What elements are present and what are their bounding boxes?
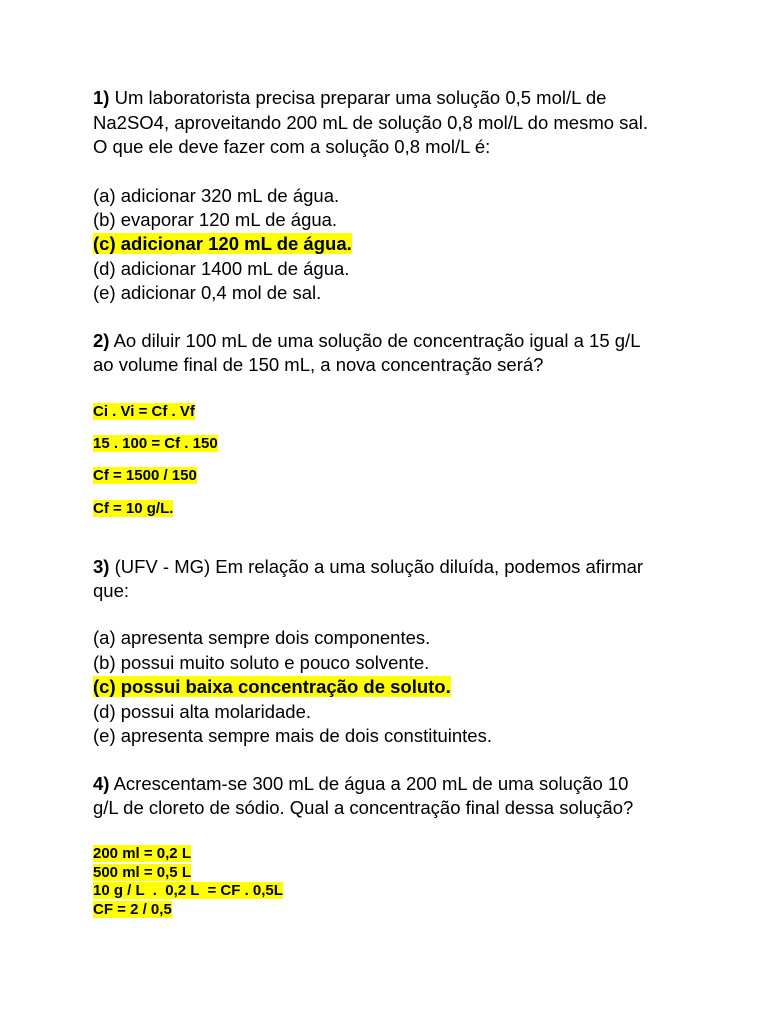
q1-line-1 bbox=[93, 86, 606, 110]
q3-option-c-answer bbox=[93, 675, 451, 699]
q2-step-3 bbox=[93, 466, 197, 485]
q1-text-1: Um laboratorista precisa preparar uma solução 0,5 mol/L de bbox=[109, 87, 607, 108]
q1-option-e: (e) adicionar 0,4 mol de sal. bbox=[93, 282, 322, 303]
q4-step-4: CF = 2 / 0,5 bbox=[93, 900, 172, 918]
q1-option-b: (b) evaporar 120 mL de água. bbox=[93, 209, 338, 230]
q1-option-c-answer bbox=[93, 232, 352, 256]
q3-line-1 bbox=[93, 555, 643, 579]
q2-step-1 bbox=[93, 402, 195, 421]
q4-step-3: 10 g / L . 0,2 L = CF . 0,5L bbox=[93, 882, 283, 899]
q1-number: 1) bbox=[93, 87, 110, 108]
q2-step-4 bbox=[93, 499, 173, 518]
q2-step-4-text: Cf = 10 g/L. bbox=[93, 500, 174, 517]
q1-option-d: (d) adicionar 1400 mL de água. bbox=[93, 258, 350, 279]
q2-step-3-text: Cf = 1500 / 150 bbox=[93, 467, 197, 484]
q2-line-2: ao volume final de 150 mL, a nova concentração será? bbox=[93, 354, 544, 375]
q3-text-1: (UFV - MG) Em relação a uma solução diluída, podemos afirmar bbox=[109, 556, 644, 577]
q3-line-2: que: bbox=[93, 580, 130, 601]
q2-number: 2) bbox=[93, 330, 110, 351]
q1-line-2: Na2SO4, aproveitando 200 mL de solução 0,8 mol/L do mesmo sal. bbox=[93, 112, 648, 133]
q1-line-3: O que ele deve fazer com a solução 0,8 mol/L é: bbox=[93, 136, 491, 157]
q2-step-2 bbox=[93, 434, 218, 453]
q4-calculation bbox=[93, 845, 283, 919]
q4-step-2: 500 ml = 0,5 L bbox=[93, 863, 191, 881]
q4-step-1: 200 ml = 0,2 L bbox=[93, 845, 191, 862]
q2-text-1: Ao diluir 100 mL de uma solução de concentração igual a 15 g/L bbox=[109, 330, 641, 351]
q4-line-2: g/L de cloreto de sódio. Qual a concentração final dessa solução? bbox=[93, 797, 634, 818]
q1-answer-highlight: (c) adicionar 120 mL de água. bbox=[93, 233, 352, 254]
q4-text-1: Acrescentam-se 300 mL de água a 200 mL de uma solução 10 bbox=[109, 773, 629, 794]
q3-option-a: (a) apresenta sempre dois componentes. bbox=[93, 627, 431, 648]
q3-option-d: (d) possui alta molaridade. bbox=[93, 701, 311, 722]
q2-line-1 bbox=[93, 329, 640, 353]
q3-number: 3) bbox=[93, 556, 110, 577]
q2-step-1-text: Ci . Vi = Cf . Vf bbox=[93, 403, 195, 420]
q1-option-a: (a) adicionar 320 mL de água. bbox=[93, 185, 340, 206]
q3-option-b: (b) possui muito soluto e pouco solvente. bbox=[93, 652, 430, 673]
q4-number: 4) bbox=[93, 773, 110, 794]
q4-line-1 bbox=[93, 772, 628, 796]
q3-answer-highlight: (c) possui baixa concentração de soluto. bbox=[93, 676, 451, 697]
q3-option-e: (e) apresenta sempre mais de dois constituintes. bbox=[93, 725, 492, 746]
q2-step-2-text: 15 . 100 = Cf . 150 bbox=[93, 435, 218, 452]
